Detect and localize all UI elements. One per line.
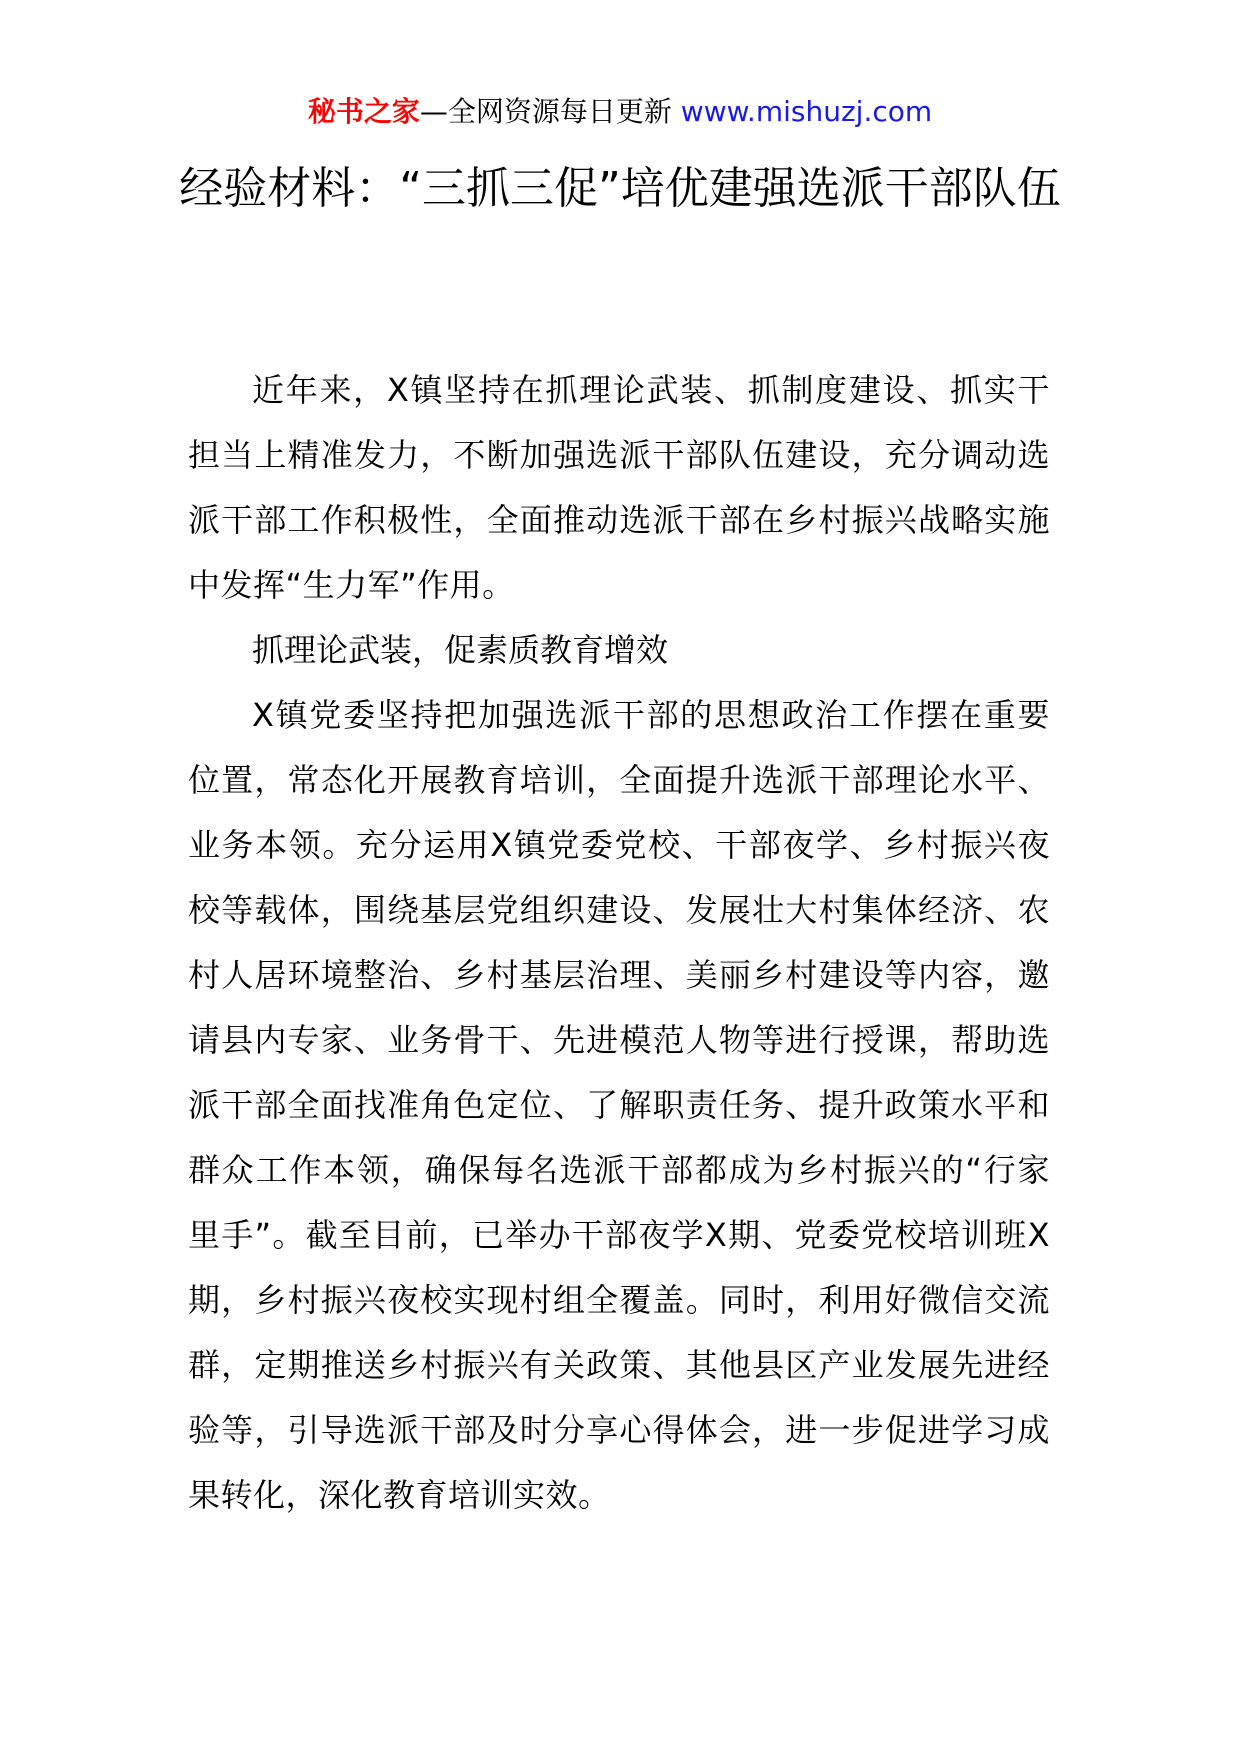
section-paragraph: X镇党委坚持把加强选派干部的思想政治工作摆在重要位置，常态化开展教育培训，全面提升选派干部理论水平、业务本领。充分运用X镇党委党校、干部夜学、乡村振兴夜校等载体，围绕基层党组织建设、发展壮大村集体经济、农村人居环境整治、乡村基层治理、美丽乡村建设等内容，邀请县内专家、业务骨干、先进模范人物等进行授课，帮助选派干部全面找准角色定位、了解职责任务、提升政策水平和群众工作本领，确保每名选派干部都成为乡村振兴的“行家里手”。截至目前，已举办干部夜学X期、党委党校培训班X期，乡村振兴夜校实现村组全覆盖。同时，利用好微信交流群，定期推送乡村振兴有关政策、其他县区产业发展先进经验等，引导选派干部及时分享心得体会，进一步促进学习成果转化，深化教育培训实效。 [188,696,1050,1514]
intro-paragraph: 近年来，X镇坚持在抓理论武装、抓制度建设、抓实干担当上精准发力，不断加强选派干部队伍建设，充分调动选派干部工作积极性，全面推动选派干部在乡村振兴战略实施中发挥“生力军”作用。 [188,371,1050,604]
site-brand: 秘书之家 [307,95,420,128]
document-body [188,358,1050,1528]
document-title: 经验材料：“三抓三促”培优建强选派干部队伍 [179,163,1061,214]
site-header [0,92,1240,132]
section-heading: 抓理论武装，促素质教育增效 [252,631,669,669]
site-tagline: —全网资源每日更新 [419,95,672,128]
site-url-link[interactable]: www.mishuzj.com [680,95,933,128]
